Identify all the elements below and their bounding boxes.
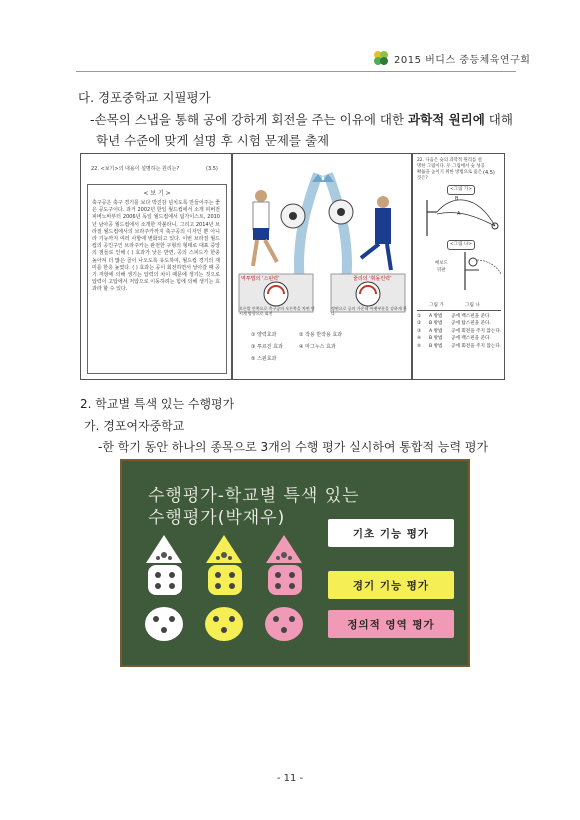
choice-4: ④ 마그누스 효과 [299, 344, 336, 350]
row-answer: 공에 백스핀을 준다. [451, 336, 491, 342]
desc-after: 대해 [484, 112, 513, 127]
row-num: ① [417, 314, 422, 319]
caption-right: 줄리의 ‘휘돌린력’ [353, 276, 392, 282]
caption-right-sub: 정면으로 공의 가운데 아랫부분을 강하게 찬다 [331, 306, 407, 316]
answer-table [417, 313, 503, 350]
exam-question-middle [232, 153, 412, 380]
clover-logo-icon [372, 49, 390, 67]
exam-right-points: (4.5) [483, 170, 495, 176]
section-da-description-line2: 학년 수준에 맞게 설명 후 시험 문제를 출제 [96, 133, 330, 148]
fig1-label-b: B [455, 196, 459, 202]
exam-right-question: 22. 다음은 슛의 과학적 원리를 설명한 그림이다. 두 그림에서 슛 성공 확률을 높이기 위한 방법으로 옳은 것은? [417, 158, 485, 181]
row-method: B 방법 [429, 336, 443, 342]
section-2-heading: 2. 학교별 특색 있는 수행평가 [80, 397, 235, 411]
section-2-description: -한 학기 동안 하나의 종목으로 3개의 수행 평가 실시하여 통합적 능력 평가 [98, 440, 489, 454]
table-head-1: 그림 가 [429, 303, 444, 308]
section-2-subheading: 가. 경포여자중학교 [84, 419, 185, 433]
board-label-game-skill: 경기 기능 평가 [328, 571, 454, 599]
desc-bold: 과학적 원리에 [408, 112, 485, 127]
section-da-description [90, 110, 513, 128]
exam-left-points: (3.5) [206, 166, 218, 172]
fig1-label-a: A [457, 211, 461, 217]
backboard-label2: 뒤판 [437, 268, 446, 273]
board-title-line2: 수행평가(박재우) [148, 508, 286, 528]
row-num: ⑤ [417, 343, 422, 349]
page-number: - 11 - [276, 773, 304, 784]
row-answer: 공에 탑스핀을 준다. [451, 321, 491, 327]
table-rule [417, 310, 501, 311]
exam-left-body: 축구공은 축구 경기를 보다 박진감 넘치도록 만들어주는 좋은 공도구이다. 과거 2002년 한일 월드컵에서 소개 피버전 피버노바부터 2006년 독일 월드컵에서 팀가이스트, 2010년 남아공 월드컵에서 소개한 자불라니, 그리고 2014년 브라질 월드컵에서의 브라주카까지 축구공의 디자인 뿐 아니라 기능까지 여러 사항에 변화되고 있다. 이번 브라질 월드컵의 공인구인 브라주카는 완전한 구형의 형태로 대표 중앙의 점들로 인해 ( ) 효과가 낮은 반면, 공의 스피드가 한층 높아져 더 많은 골이 나오도록 유도하여, 월드컵 경기의 재미를 한층 높였다. ( ) 효과는 공이 회전하면서 날아갈 때 공기 저항에 의해 생기는 압력의 차이 때문에 생기는 것으로 압력이 고압에서 저압으로 이동하려는 힘에 의해 생기는 효과라 할 수 있다. [92, 200, 220, 293]
choice-1: ① 양력효과 [251, 332, 277, 338]
choice-3: ③ 투르진 효과 [251, 344, 283, 350]
caption-left-sub: 오른발 안쪽으로 축구공의 오른쪽을 차면 반시계 방향으로 회전 [239, 306, 315, 316]
choice-5: ⑤ 스핀효과 [251, 356, 277, 362]
table-row [417, 320, 503, 327]
row-num: ③ [417, 328, 422, 334]
row-answer: 공에 회전을 주지 않는다. [451, 328, 502, 334]
exam-left-box-title: < 보 기 > [143, 190, 171, 197]
fig2-title: <그림 나> [447, 240, 475, 250]
row-num: ② [417, 321, 422, 327]
backboard-figure [417, 250, 503, 292]
fig1-title: <그림 가> [447, 185, 475, 195]
caption-left: 역투법의 ‘스핀력’ [241, 276, 280, 282]
board-label-affective: 정의적 영역 평가 [328, 610, 454, 638]
desc-before: -손목의 스냅을 통해 공에 강하게 회전을 주는 이유에 대한 [90, 112, 408, 127]
row-method: A 방법 [429, 328, 443, 334]
section-da-heading: 다. 경포중학교 지필평가 [78, 90, 211, 105]
chalkboard-photo [120, 459, 470, 667]
table-row [417, 335, 503, 342]
backboard-label: 배보드 [435, 261, 448, 266]
row-answer: 공에 회전을 주지 않는다. [451, 343, 502, 349]
exam-left-box [87, 184, 227, 374]
row-method: A 방법 [429, 314, 443, 319]
row-answer: 공에 백스핀을 준다. [451, 314, 491, 319]
table-row [417, 328, 503, 335]
exam-question-left [80, 153, 232, 380]
table-row [417, 343, 503, 350]
exam-question-right [412, 153, 505, 380]
soccer-illustration [233, 154, 412, 314]
row-method: B 방법 [429, 343, 443, 349]
board-label-basic-skill: 기초 기능 평가 [328, 519, 454, 547]
row-method: B 방법 [429, 321, 443, 327]
exam-left-question: 22. <보기>의 내용이 설명하는 원리는? [91, 166, 180, 172]
header-title: 2015 버디스 중등체육연구회 [394, 55, 531, 66]
choice-2: ② 작용 반작용 효과 [299, 332, 343, 338]
table-head-2: 그림 나 [465, 303, 480, 308]
header-divider [76, 71, 516, 72]
table-row [417, 313, 503, 320]
row-num: ④ [417, 336, 422, 342]
board-title-line1: 수행평가-학교별 특색 있는 [148, 486, 360, 506]
